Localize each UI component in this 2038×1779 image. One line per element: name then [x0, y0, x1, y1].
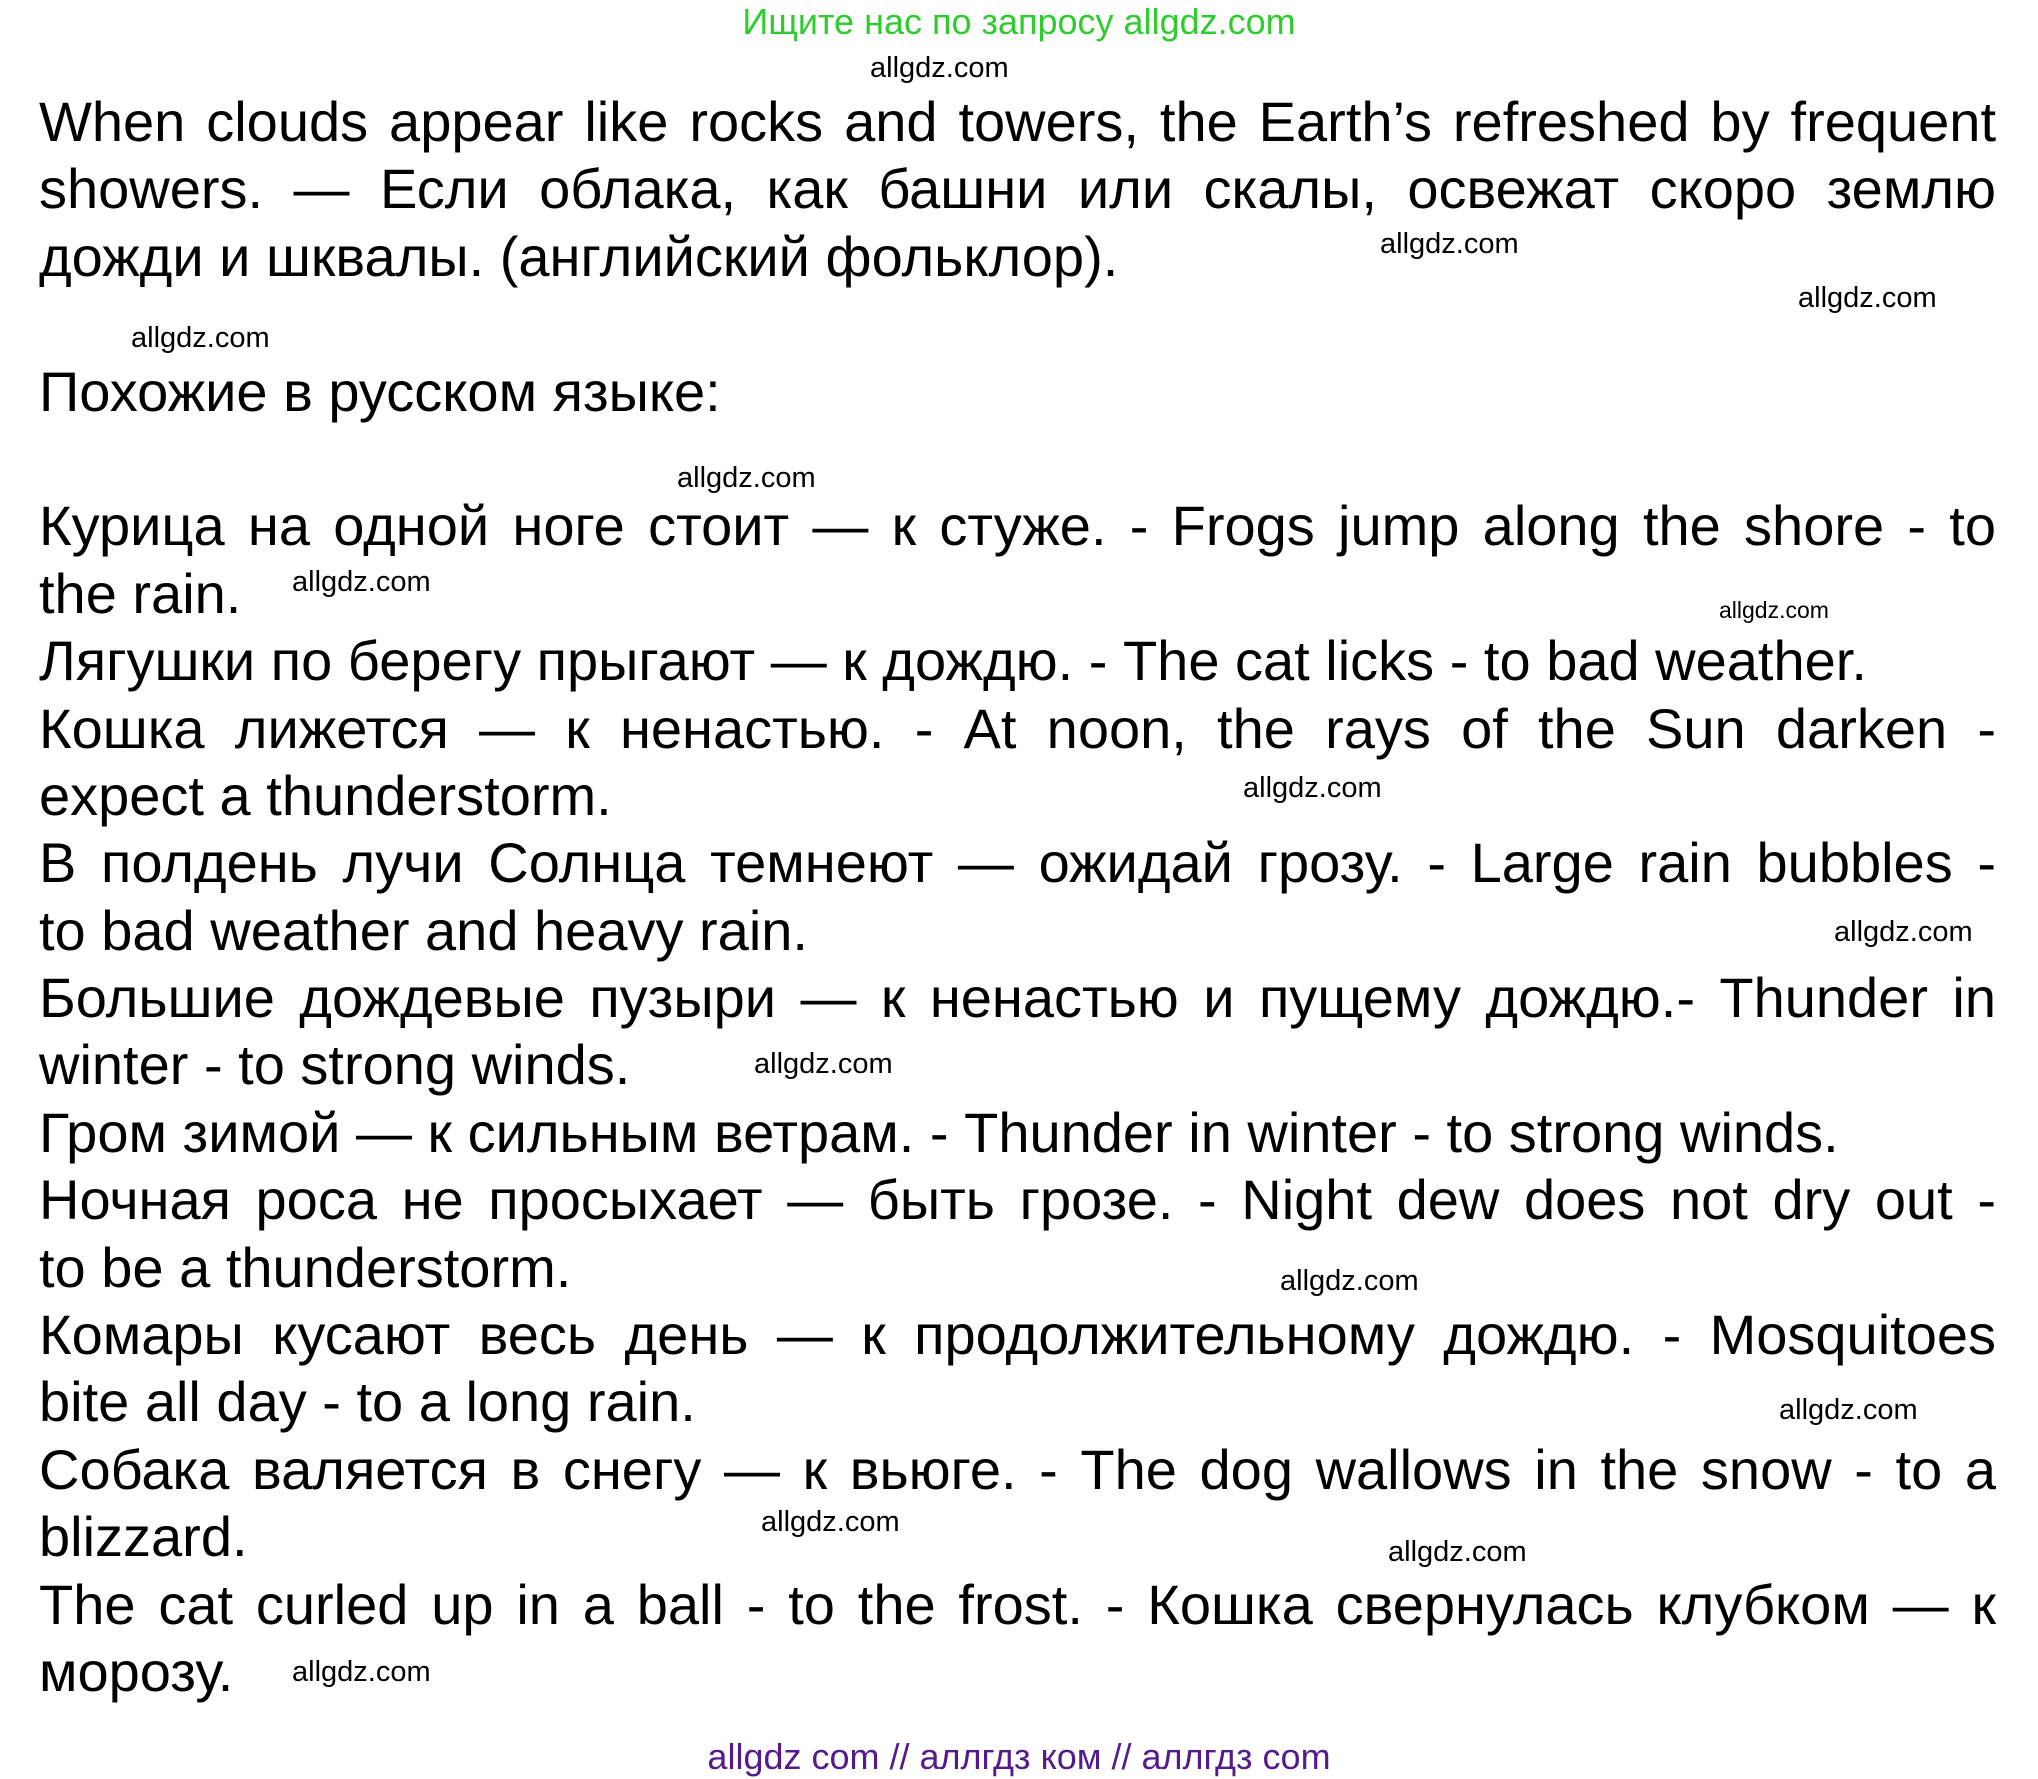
watermark: allgdz.com: [1779, 1394, 1918, 1426]
search-banner: Ищите нас по запросу allgdz.com: [742, 1, 1296, 42]
text-line: Большие дождевые пузыри — к ненастью и пущему дождю.- Thunder in: [39, 966, 1996, 1030]
watermark: allgdz.com: [1798, 282, 1937, 314]
text-line-content: to bad weather and heavy rain.: [39, 898, 808, 962]
paragraph: [39, 964, 1996, 1099]
watermark: allgdz.com: [1380, 228, 1519, 260]
text-line: Курица на одной ноге стоит — к стуже. - Frogs jump along the shore - to: [39, 494, 1996, 558]
watermark: allgdz.com: [1834, 916, 1973, 948]
text-line-content: blizzard.: [39, 1505, 248, 1569]
watermark: allgdz.com: [1280, 1265, 1419, 1297]
text-line: [39, 1503, 1996, 1570]
watermark: allgdz.com: [1243, 772, 1382, 804]
paragraph: [39, 492, 1996, 627]
blank-line: [39, 425, 1996, 492]
watermark: allgdz.com: [754, 1048, 893, 1080]
paragraph: [39, 358, 1996, 493]
watermark: allgdz.com: [677, 462, 816, 494]
text-line: [39, 1368, 1996, 1435]
text-line-content: to be a thunderstorm.: [39, 1235, 572, 1299]
text-line: showers. — Если облака, как башни или скалы, освежат скоро землю: [39, 157, 1996, 221]
text-line: [39, 762, 1996, 829]
text-line: [39, 897, 1996, 964]
text-line: The cat curled up in a ball - to the frost. - Кошка свернулась клубком — к: [39, 1572, 1996, 1636]
paragraph: [39, 695, 1996, 830]
text-line: When clouds appear like rocks and towers, the Earth’s refreshed by frequent: [39, 90, 1996, 153]
text-line-content: Похожие в русском языке:: [39, 359, 721, 423]
text-line-content: expect a thunderstorm.: [39, 763, 612, 827]
text-line: [39, 1031, 1996, 1098]
text-line: Кошка лижется — к ненастью. - At noon, the rays of the Sun darken -: [39, 696, 1996, 760]
footer-banner: allgdz com // аллгдз ком // аллгдз com: [707, 1736, 1331, 1777]
watermark: allgdz.com: [761, 1506, 900, 1538]
text-line: [39, 358, 1996, 425]
text-line-content: bite all day - to a long rain.: [39, 1370, 696, 1434]
watermark: allgdz.com: [131, 322, 270, 354]
text-line-content: дожди и шквалы. (английский фольклор).: [39, 224, 1119, 288]
document-body: [39, 88, 1996, 1705]
text-line: [39, 1234, 1996, 1301]
paragraph: [39, 1301, 1996, 1436]
blank-line: [39, 290, 1996, 357]
paragraph: [39, 1436, 1996, 1571]
text-line: Собака валяется в снегу — к вьюге. - The dog wallows in the snow - to a: [39, 1437, 1996, 1501]
paragraph: [39, 627, 1996, 694]
text-line: Комары кусают весь день — к продолжительному дождю. - Mosquitoes: [39, 1303, 1996, 1367]
text-line-content: Гром зимой — к сильным ветрам. - Thunder in winter - to strong winds.: [39, 1100, 1839, 1164]
text-line-content: морозу.: [39, 1639, 234, 1703]
text-line-content: Лягушки по берегу прыгают — к дождю. - The cat licks - to bad weather.: [39, 629, 1867, 693]
watermark: allgdz.com: [1719, 597, 1829, 623]
paragraph: [39, 88, 1996, 358]
paragraph: [39, 1166, 1996, 1301]
text-line: В полдень лучи Солнца темнеют — ожидай грозу. - Large rain bubbles -: [39, 831, 1996, 895]
watermark: allgdz.com: [870, 52, 1009, 84]
paragraph: [39, 1099, 1996, 1166]
text-line-content: winter - to strong winds.: [39, 1033, 631, 1097]
paragraph: [39, 829, 1996, 964]
text-line: [39, 627, 1996, 694]
watermark: allgdz.com: [292, 566, 431, 598]
watermark: allgdz.com: [292, 1656, 431, 1688]
text-line: [39, 1099, 1996, 1166]
watermark: allgdz.com: [1388, 1536, 1527, 1568]
text-line-content: the rain.: [39, 561, 242, 625]
text-line: [39, 223, 1996, 290]
text-line: Ночная роса не просыхает — быть грозе. - Night dew does not dry out -: [39, 1168, 1996, 1232]
